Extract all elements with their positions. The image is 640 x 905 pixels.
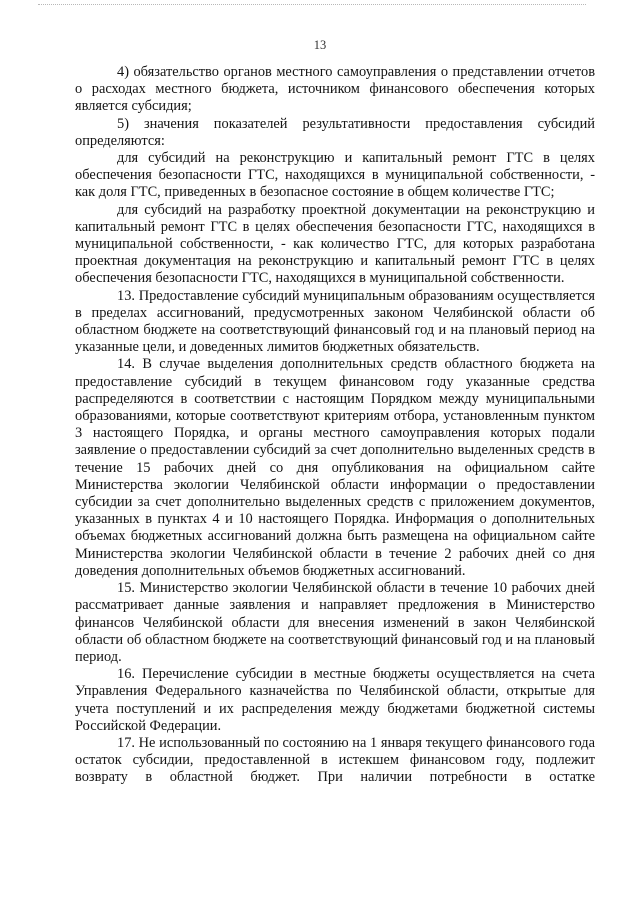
paragraph-clause-17: 17. Не использованный по состоянию на 1 января текущего финансового года остаток субсидии, предоставленной в истекшем финансовом году, подлежит возврату в областной бюджет. При наличии потребности в остатке [75, 734, 595, 786]
document-body [75, 64, 595, 787]
paragraph-indicator-reconstruction: для субсидий на реконструкцию и капитальный ремонт ГТС в целях обеспечения безопасности ГТС, находящихся в муниципальной собственности, - как доля ГТС, приведенных в безопасное состояние в общем количестве ГТС; [75, 150, 595, 201]
scan-edge-line [38, 4, 586, 5]
paragraph-indicator-design-docs: для субсидий на разработку проектной документации на реконструкцию и капитальный ремонт ГТС в целях обеспечения безопасности ГТС, находящихся в муниципальной собственности, - как количество ГТС, для которых разработана проектная документация на реконструкцию и капитальный ремонт ГТС в целях обеспечения безопасности ГТС, находящихся в муниципальной собственности. [75, 201, 595, 287]
paragraph-clause-16: 16. Перечисление субсидии в местные бюджеты осуществляется на счета Управления Федерального казначейства по Челябинской области, открытые для учета поступлений и их распределения между бюджетами бюджетной системы Российской Федерации. [75, 666, 595, 734]
page-number: 13 [313, 38, 327, 52]
paragraph-clause-13: 13. Предоставление субсидий муниципальным образованиям осуществляется в пределах ассигнований, предусмотренных законом Челябинской области об областном бюджете на соответствующий финансовый год и на плановый период на указанные цели, и доведенных лимитов бюджетных обязательств. [75, 287, 595, 356]
paragraph-clause-14: 14. В случае выделения дополнительных средств областного бюджета на предоставление субсидий в текущем финансовом году указанные средства распределяются в соответствии с настоящим Порядком между муниципальными образованиями, которые соответствуют критериям отбора, установленным пунктом 3 настоящего Порядка, и органы местного самоуправления которых подали заявление о предоставлении субсидий за счет дополнительно выделенных средств в течение 15 рабочих дней со дня опубликования на официальном сайте Министерства экологии Челябинской области информации о предоставлении субсидии за счет дополнительно выделенных средств с приложением документов, указанных в пунктах 4 и 10 настоящего Порядка. Информация о дополнительных объемах бюджетных ассигнований должна быть размещена на официальном сайте Министерства экологии Челябинской области в течение 2 рабочих дней со дня доведения дополнительных объемов бюджетных ассигнований. [75, 356, 595, 579]
paragraph-item-4: 4) обязательство органов местного самоуправления о представлении отчетов о расходах местного бюджета, источником финансового обеспечения которых является субсидия; [75, 64, 595, 115]
paragraph-item-5: 5) значения показателей результативности предоставления субсидий определяются: [75, 115, 595, 149]
paragraph-clause-15: 15. Министерство экологии Челябинской области в течение 10 рабочих дней рассматривает данные заявления и направляет предложения в Министерство финансов Челябинской области для внесения изменений в закон Челябинской области об областном бюджете на соответствующий финансовый год и на плановый период. [75, 580, 595, 665]
